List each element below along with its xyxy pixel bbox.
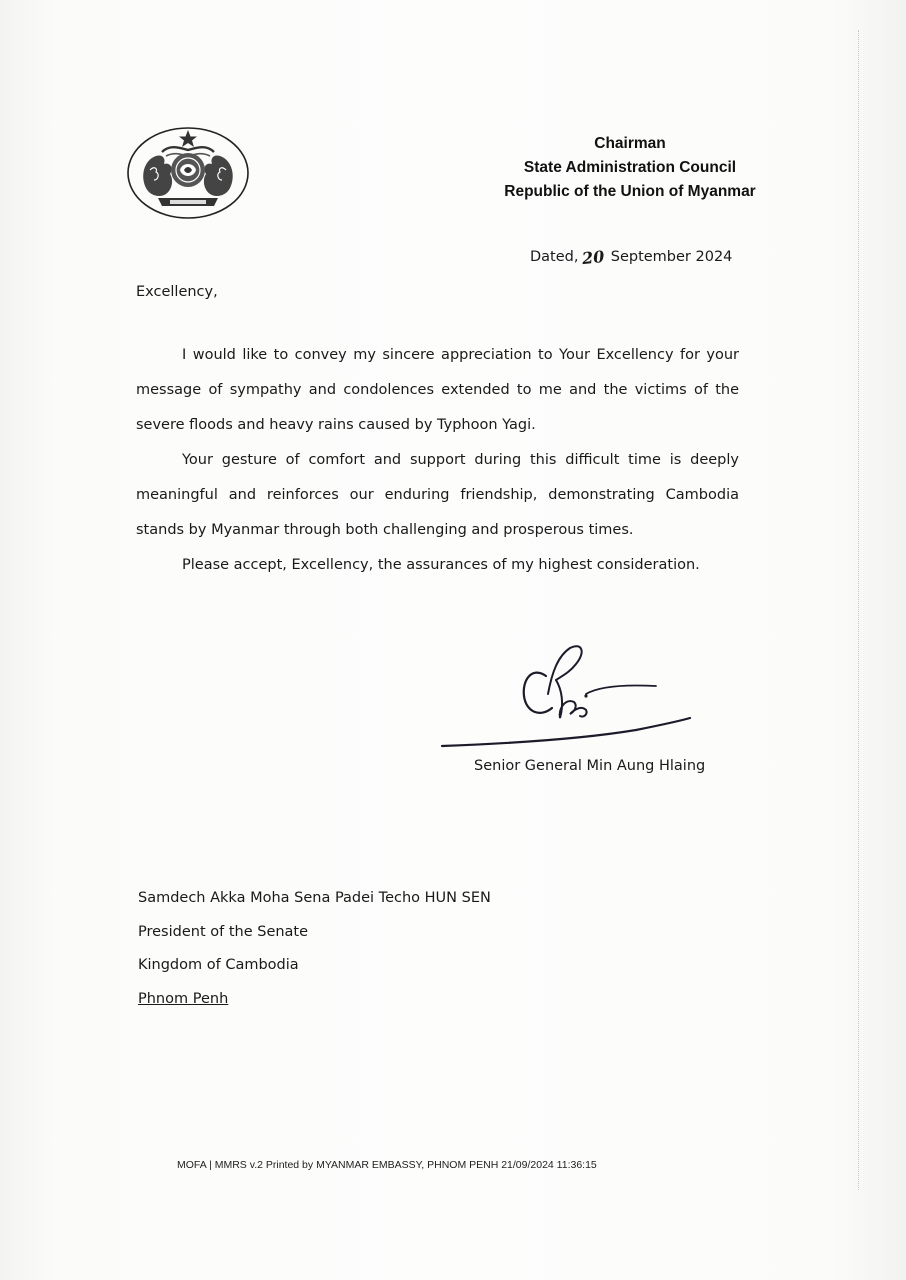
signatory-name: Senior General Min Aung Hlaing <box>474 758 706 774</box>
print-footer: MOFA | MMRS v.2 Printed by MYANMAR EMBASSY, PHNOM PENH 21/09/2024 11:36:15 <box>177 1159 597 1171</box>
letterhead <box>440 132 820 204</box>
letterhead-chairman: Chairman <box>594 135 666 152</box>
letterhead-country: Republic of the Union of Myanmar <box>504 183 756 200</box>
letterhead-council: State Administration Council <box>523 159 737 176</box>
letter-body <box>136 338 739 583</box>
addressee-name: Samdech Akka Moha Sena Padei Techo HUN SEN <box>138 890 491 906</box>
body-paragraph: I would like to convey my sincere appreciation to Your Excellency for your message of sympathy and condolences extended to me and the victims of the severe floods and heavy rains caused by Typhoon Yagi. <box>136 347 739 433</box>
date-prefix: Dated, <box>530 249 579 265</box>
addressee-city: Phnom Penh <box>138 990 229 1007</box>
body-paragraph: Please accept, Excellency, the assurances of my highest consideration. <box>182 557 700 573</box>
salutation: Excellency, <box>136 284 218 300</box>
date-month-year: September 2024 <box>610 249 733 265</box>
body-paragraph: Your gesture of comfort and support during this difficult time is deeply meaningful and reinforces our enduring friendship, demonstrating Cambodia stands by Myanmar through both challenging and prosperous times. <box>136 452 739 538</box>
handwritten-signature <box>436 636 696 756</box>
date-day-handwritten: 20 <box>581 246 606 269</box>
addressee-title: President of the Senate <box>138 923 309 940</box>
addressee-block <box>138 882 491 1016</box>
scan-edge-line <box>858 30 859 1190</box>
letter-date <box>530 246 733 269</box>
state-emblem-icon <box>126 126 250 220</box>
addressee-country: Kingdom of Cambodia <box>138 957 299 973</box>
